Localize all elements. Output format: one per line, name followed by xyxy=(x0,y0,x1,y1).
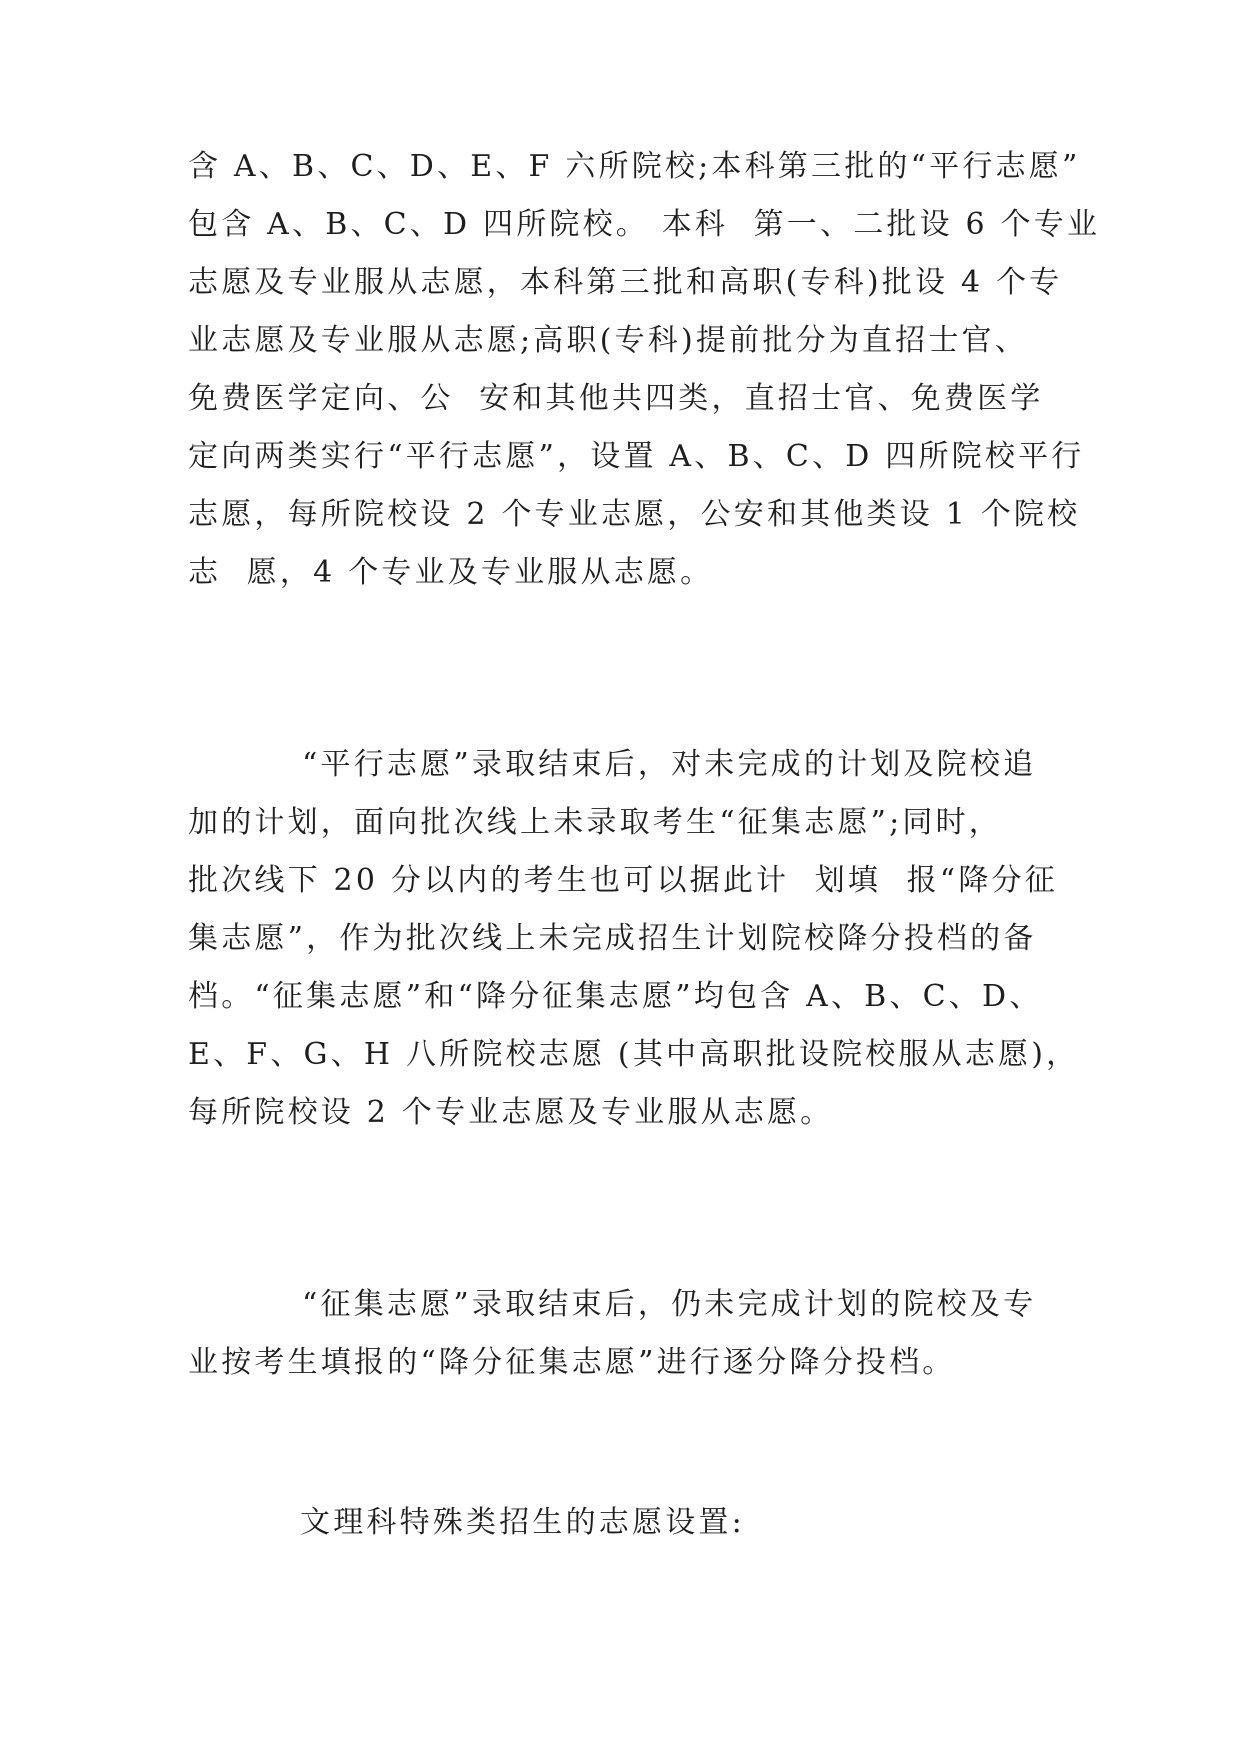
paragraph-line: 志愿，每所院校设 2 个专业志愿，公安和其他类设 1 个院校 xyxy=(188,497,1081,532)
paragraph-line: 集志愿”，作为批次线上未完成招生计划院校降分投档的备 xyxy=(188,921,1037,956)
paragraph-line: 业按考生填报的“降分征集志愿”进行逐分降分投档。 xyxy=(188,1345,956,1380)
paragraph-line: 每所院校设 2 个专业志愿及专业服从志愿。 xyxy=(188,1095,834,1130)
paragraph-line: 业志愿及专业服从志愿;高职(专科)提前批分为直招士官、 xyxy=(188,323,1028,358)
section-heading: 文理科特殊类招生的志愿设置: xyxy=(300,1505,745,1540)
paragraph-line: 批次线下 20 分以内的考生也可以据此计 划填 报“降分征 xyxy=(188,863,1058,898)
paragraph-line: 志愿及专业服从志愿，本科第三批和高职(专科)批设 4 个专 xyxy=(188,265,1063,300)
paragraph-line: 包含 A、B、C、D 四所院校。 本科 第一、二批设 6 个专业 xyxy=(188,207,1101,242)
paragraph-line: E、F、G、H 八所院校志愿 (其中高职批设院校服从志愿)， xyxy=(188,1037,1080,1072)
paragraph-line: 加的计划，面向批次线上未录取考生“征集志愿”;同时， xyxy=(188,805,1002,840)
paragraph-line: 免费医学定向、公 安和其他共四类，直招士官、免费医学 xyxy=(188,381,1044,416)
paragraph-line: 档。“征集志愿”和“降分征集志愿”均包含 A、B、C、D、 xyxy=(188,979,1043,1014)
paragraph-line: 定向两类实行“平行志愿”，设置 A、B、C、D 四所院校平行 xyxy=(188,439,1085,474)
paragraph-line: “征集志愿”录取结束后，仍未完成计划的院校及专 xyxy=(302,1287,1037,1322)
paragraph-line: 志 愿，4 个专业及专业服从志愿。 xyxy=(188,555,714,590)
paragraph-line: 含 A、B、C、D、E、F 六所院校;本科第三批的“平行志愿” xyxy=(188,149,1081,184)
paragraph-line: “平行志愿”录取结束后，对未完成的计划及院校追 xyxy=(302,747,1037,782)
